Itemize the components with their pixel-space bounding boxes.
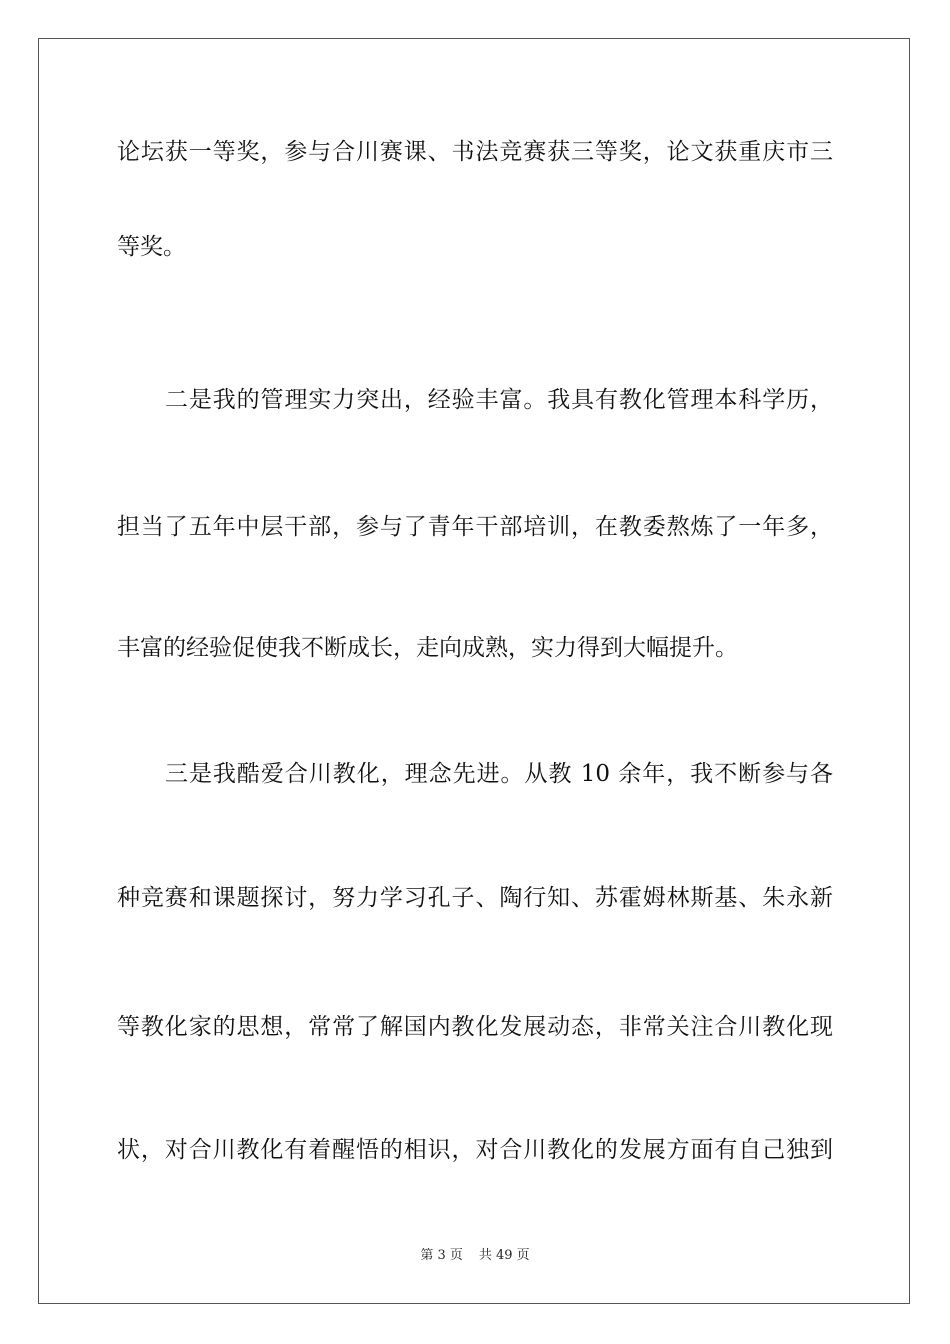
text-line-3: 二是我的管理实力突出，经验丰富。我具有教化管理本科学历，: [165, 387, 833, 413]
text-line-8: 等教化家的思想，常常了解国内教化发展动态，非常关注合川教化现: [117, 1014, 833, 1040]
text-line-4: 担当了五年中层干部，参与了青年干部培训，在教委熬炼了一年多，: [117, 514, 833, 540]
text-line-9: 状，对合川教化有着醒悟的相识，对合川教化的发展方面有自己独到: [117, 1137, 833, 1163]
page-border: [38, 38, 910, 1304]
page-footer: [0, 1247, 950, 1265]
page-number: 第 3 页: [420, 1248, 463, 1263]
text-line-6: 三是我酷爱合川教化，理念先进。从教 10 余年，我不断参与各: [165, 761, 833, 787]
text-line-5: 丰富的经验促使我不断成长，走向成熟，实力得到大幅提升。: [117, 635, 738, 661]
text-line-2: 等奖。: [117, 234, 186, 260]
page-total: 共 49 页: [478, 1248, 530, 1263]
text-line-1: 论坛获一等奖，参与合川赛课、书法竞赛获三等奖，论文获重庆市三: [117, 139, 833, 165]
text-line-7: 种竞赛和课题探讨，努力学习孔子、陶行知、苏霍姆林斯基、朱永新: [117, 885, 833, 911]
